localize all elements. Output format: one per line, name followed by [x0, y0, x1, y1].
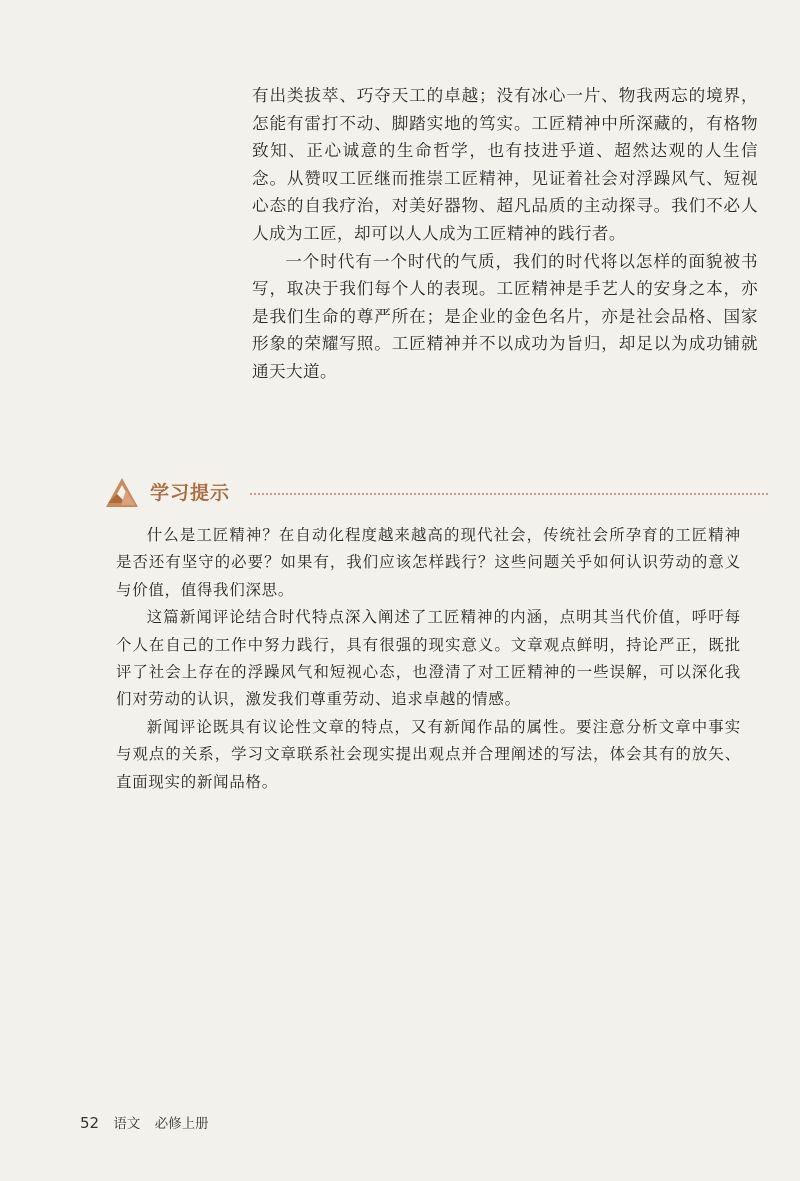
- article-paragraph: 一个时代有一个时代的气质，我们的时代将以怎样的面貌被书写，取决于我们每个人的表现。工匠精神是手艺人的安身之本，亦是我们生命的尊严所在；是企业的金色名片，亦是社会品格、国家形象的荣耀写照。工匠精神并不以成功为旨归，却足以为成功铺就通天大道。: [252, 251, 758, 381]
- book-volume: 必修上册: [154, 1116, 209, 1132]
- page-footer: [80, 1113, 209, 1134]
- dotted-divider: [250, 493, 768, 495]
- study-tips-header: [104, 476, 768, 512]
- article-paragraph: 有出类拔萃、巧夺天工的卓越；没有冰心一片、物我两忘的境界，怎能有雷打不动、脚踏实地的笃实。工匠精神中所深藏的，有格物致知、正心诚意的生命哲学，也有技进乎道、超然达观的人生信念。从赞叹工匠继而推崇工匠精神，见证着社会对浮躁风气、短视心态的自我疗治，对美好器物、超凡品质的主动探寻。我们不必人人成为工匠，却可以人人成为工匠精神的践行者。: [252, 86, 758, 243]
- tips-paragraph: 这篇新闻评论结合时代特点深入阐述了工匠精神的内涵，点明其当代价值，呼吁每个人在自己的工作中努力践行，具有很强的现实意义。文章观点鲜明，持论严正，既批评了社会上存在的浮躁风气和短视心态，也澄清了对工匠精神的一些误解，可以深化我们对劳动的认识，激发我们尊重劳动、追求卓越的情感。: [116, 608, 741, 709]
- tips-paragraph: 新闻评论既具有议论性文章的特点，又有新闻作品的属性。要注意分析文章中事实与观点的关系，学习文章联系社会现实提出观点并合理阐述的写法，体会其有的放矢、直面现实的新闻品格。: [116, 717, 741, 791]
- study-tips-icon: [104, 476, 140, 510]
- page-number: 52: [80, 1114, 100, 1132]
- article-body: [252, 82, 758, 386]
- book-subject: 语文: [113, 1116, 141, 1132]
- study-tips-body: [116, 522, 741, 796]
- section-title: 学习提示: [150, 482, 231, 504]
- tips-paragraph: 什么是工匠精神？在自动化程度越来越高的现代社会，传统社会所孕育的工匠精神是否还有坚守的必要？如果有，我们应该怎样践行？这些问题关乎如何认识劳动的意义与价值，值得我们深思。: [116, 526, 741, 599]
